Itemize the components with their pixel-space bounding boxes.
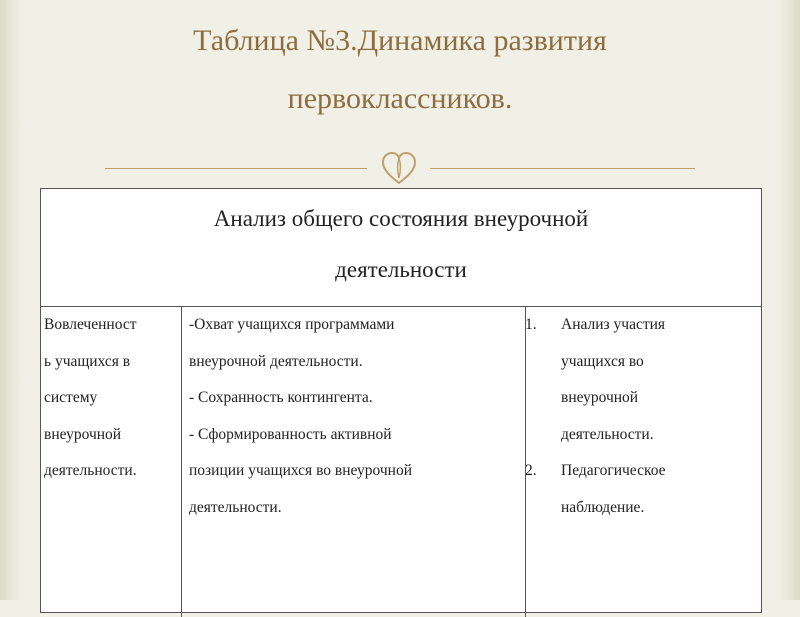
page-edge-left: [0, 0, 22, 600]
page-edge-right: [778, 0, 800, 600]
slide-title: [40, 12, 760, 128]
indicator-line: - Сохранность контингента.: [189, 389, 373, 406]
analysis-table: [40, 188, 762, 613]
table-cell-indicators: [183, 307, 526, 617]
indicator-line: позиции учащихся во внеурочной: [189, 462, 412, 479]
table-header-row: [41, 189, 761, 307]
table-header-line-1: Анализ общего состояния внеурочной: [213, 206, 589, 231]
indicator-line: -Охват учащихся программами: [189, 316, 395, 333]
divider-left: [105, 168, 367, 169]
indicator-line: - Сформированность активной: [189, 425, 392, 443]
methods-line: деятельности.: [561, 425, 654, 443]
methods-line: внеурочной: [561, 389, 639, 406]
indicator-line: внеурочной деятельности.: [189, 352, 363, 370]
criterion-line: ь учащихся в: [44, 352, 131, 370]
criterion-line: систему: [44, 389, 98, 406]
slide-title-line-2: первоклассников.: [287, 82, 513, 115]
table-cell-methods: [525, 307, 755, 617]
criterion-line: Вовлеченност: [44, 316, 137, 333]
methods-line: Педагогическое: [561, 462, 666, 479]
divider-right: [430, 168, 695, 169]
methods-line: Анализ участия: [561, 316, 666, 333]
criterion-line: внеурочной: [44, 425, 122, 443]
table-cell-criterion: [41, 307, 182, 617]
methods-list-item: [525, 453, 755, 526]
methods-list-item: [525, 307, 755, 453]
methods-line: наблюдение.: [561, 498, 645, 516]
methods-line: учащихся во: [561, 352, 644, 370]
list-number: 2.: [525, 462, 537, 479]
list-number: 1.: [525, 316, 537, 333]
table-header-line-2: деятельности: [335, 257, 467, 282]
table-header-cell: [41, 193, 761, 295]
criterion-line: деятельности.: [44, 462, 137, 479]
fleuron-icon: [380, 150, 418, 186]
slide-title-line-1: Таблица №3.Динамика развития: [193, 24, 607, 57]
indicator-line: деятельности.: [189, 498, 282, 516]
